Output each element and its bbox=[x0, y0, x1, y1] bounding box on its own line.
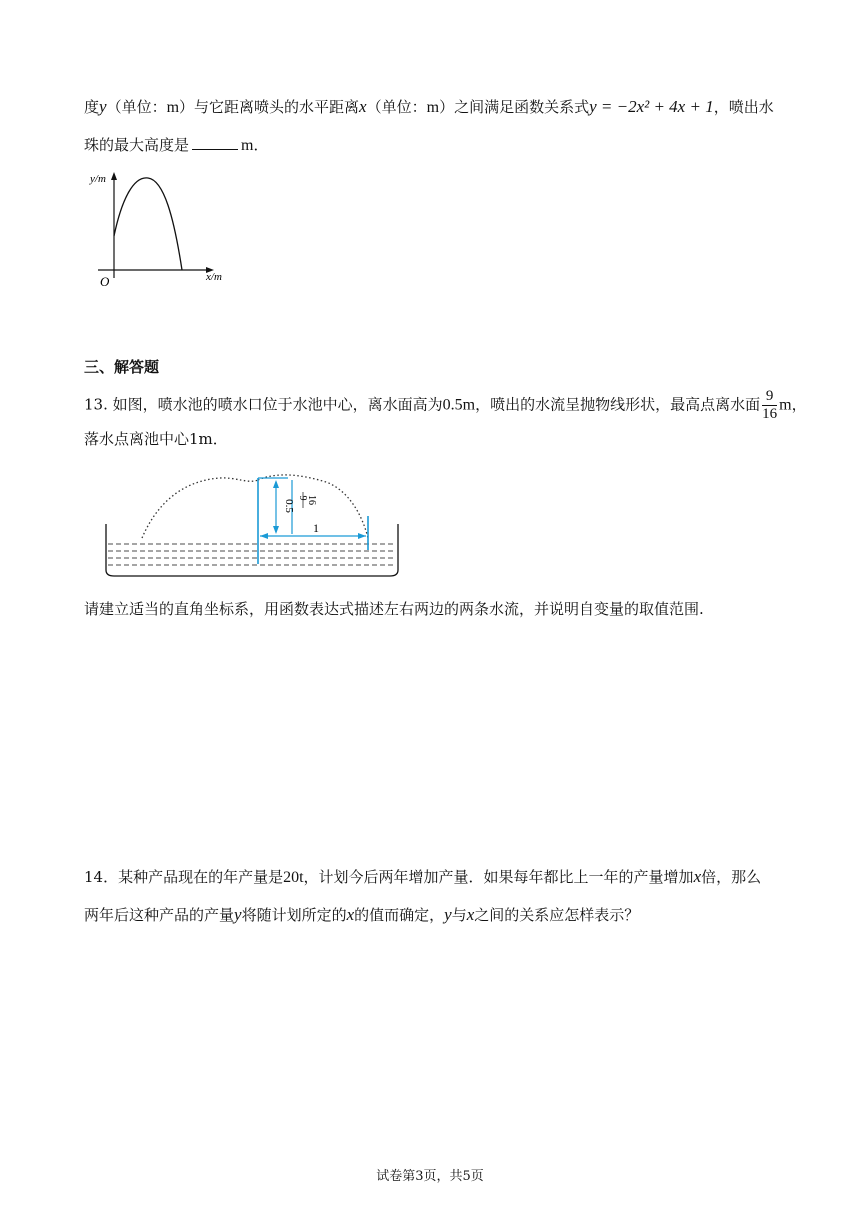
answer-blank[interactable] bbox=[192, 135, 238, 150]
q13-fountain-figure bbox=[100, 466, 406, 582]
label-1: 1 bbox=[313, 521, 319, 535]
q12-text-line1: 度y（单位：m）与它距离喷头的水平距离x（单位：m）之间满足函数关系式y = −2x² + 4x + 1，喷出水 bbox=[84, 97, 774, 116]
label-05: 0.5 bbox=[283, 499, 295, 513]
dim-1-arrow-right bbox=[358, 533, 366, 539]
q13-question: 请建立适当的直角坐标系，用函数表达式描述左右两边的两条水流，并说明自变量的取值范围. bbox=[84, 600, 704, 618]
y-axis-label: y/m bbox=[90, 173, 106, 185]
q13-text-line2: 落水点离池中心1m． bbox=[84, 430, 228, 448]
dim-1-arrow-left bbox=[260, 533, 268, 539]
dim-05-arrow-top bbox=[273, 480, 279, 488]
q13-text-line1: 13. 如图，喷水池的喷水口位于水池中心，离水面高为0.5m，喷出的水流呈抛物线形状，最高点离水面 $\frac{9}{16}$ m， bbox=[84, 388, 807, 422]
label-9: 9 bbox=[297, 495, 308, 501]
pool-outline bbox=[106, 524, 398, 576]
origin-label: O bbox=[100, 274, 110, 288]
x-axis-label: x/m bbox=[206, 271, 222, 283]
q13-fraction: $\frac{9}{16}$ bbox=[762, 388, 778, 422]
page-footer: 试卷第3页，共5页 bbox=[376, 1169, 484, 1184]
parabola-curve bbox=[114, 178, 182, 270]
q12-formula: y = −2x² + 4x + 1 bbox=[589, 97, 714, 116]
q12-parabola-graph bbox=[86, 168, 236, 288]
left-water-stream bbox=[142, 478, 258, 538]
q14-text-line1: 14．某种产品现在的年产量是20t，计划今后两年增加产量．如果每年都比上一年的产量增加x倍，那么 bbox=[84, 867, 762, 886]
section-title: 三、解答题 bbox=[84, 358, 160, 376]
q14-text-line2: 两年后这种产品的产量y将随计划所定的x的值而确定，y与x之间的关系应怎样表示？ bbox=[84, 905, 640, 924]
y-axis-arrow bbox=[111, 172, 117, 180]
dim-05-arrow-bottom bbox=[273, 526, 279, 534]
label-16: 16 bbox=[306, 495, 317, 505]
q12-text-line2: 珠的最大高度是 m． bbox=[84, 136, 269, 154]
